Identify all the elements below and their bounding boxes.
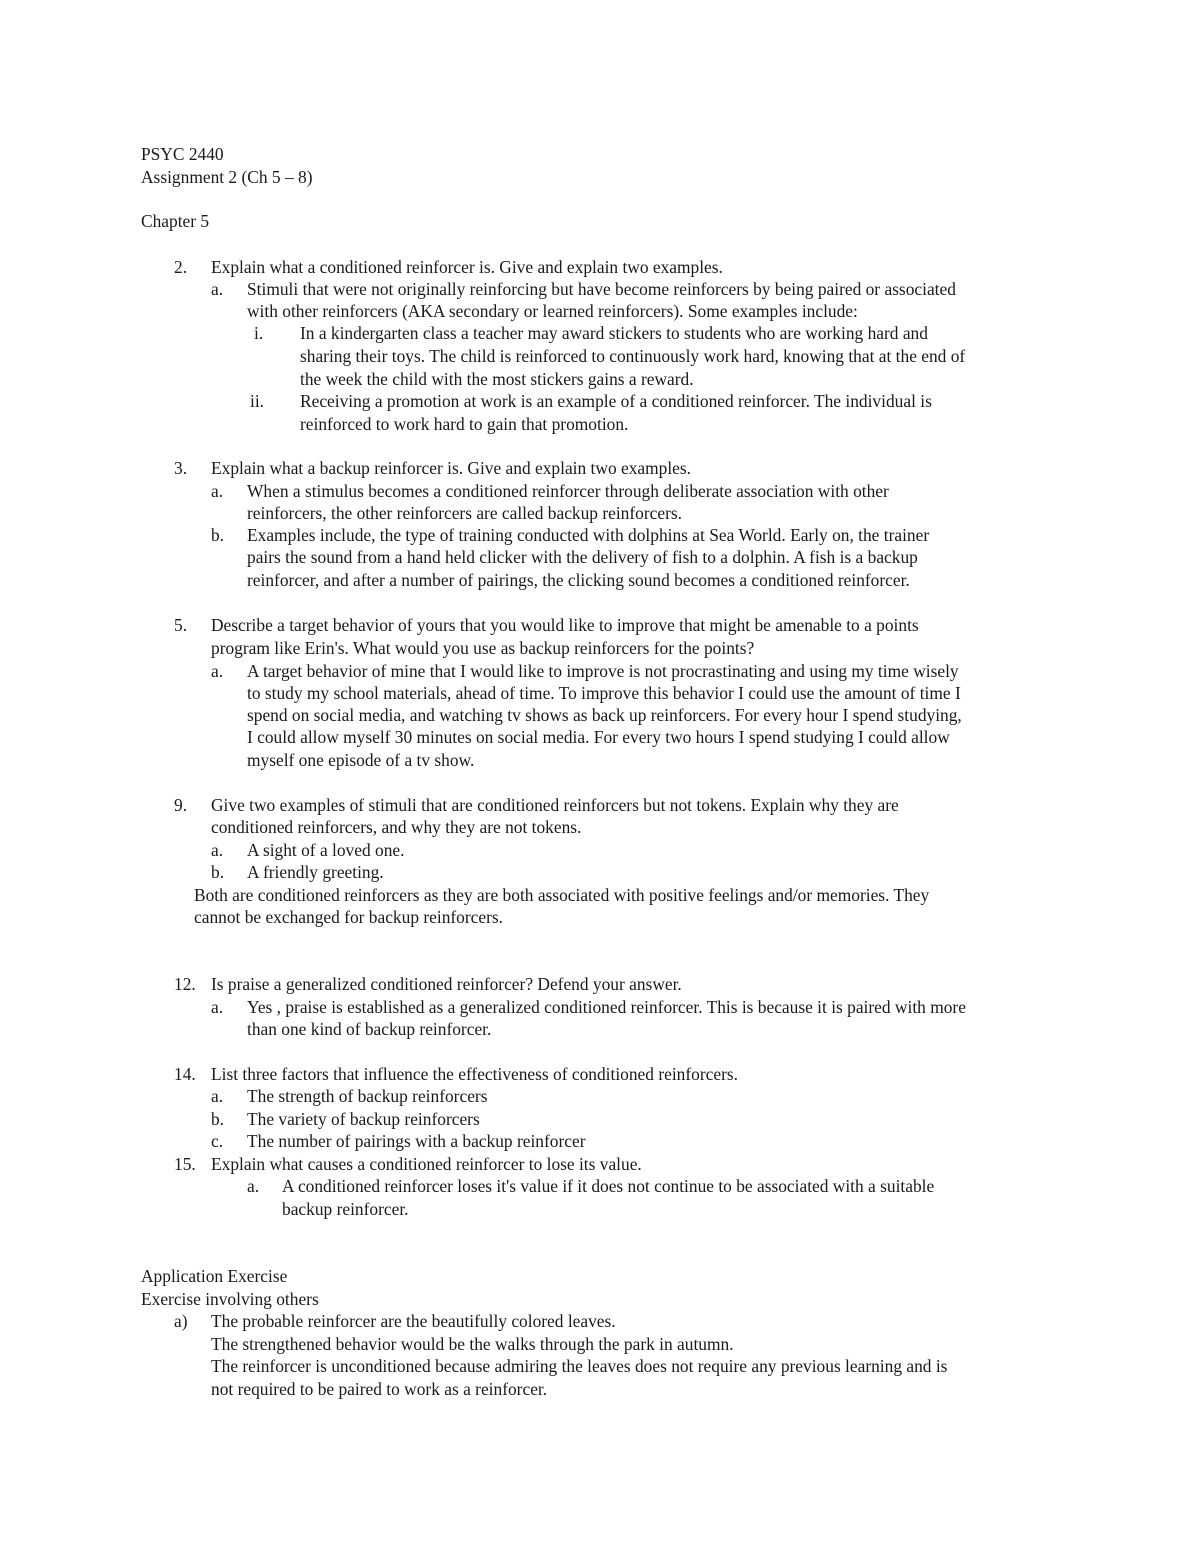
answer-line: Yes , praise is established as a generalized conditioned reinforcer. This is because it is paired with more	[247, 997, 966, 1017]
example-marker: ii.	[250, 391, 265, 411]
answer-marker: a.	[211, 279, 224, 299]
answer-line: A target behavior of mine that I would like to improve is not procrastinating and using my time wisely	[247, 661, 959, 681]
answer-line: not required to be paired to work as a reinforcer.	[211, 1379, 548, 1399]
answer-marker: a.	[211, 997, 224, 1017]
answer-line: Examples include, the type of training conducted with dolphins at Sea World. Early on, the trainer	[247, 525, 930, 545]
answer-line: reinforcers, the other reinforcers are called backup reinforcers.	[247, 503, 683, 523]
answer-line: A friendly greeting.	[247, 862, 384, 882]
question-text: conditioned reinforcers, and why they are not tokens.	[211, 817, 582, 837]
question-text: Is praise a generalized conditioned reinforcer? Defend your answer.	[211, 974, 682, 994]
section-heading: Application Exercise	[141, 1266, 288, 1286]
question-text: program like Erin's. What would you use as backup reinforcers for the points?	[211, 638, 755, 658]
example-line: Receiving a promotion at work is an example of a conditioned reinforcer. The individual is	[300, 391, 932, 411]
answer-marker: a.	[211, 1086, 224, 1106]
question-number: 2.	[174, 257, 188, 277]
section-subheading: Exercise involving others	[141, 1289, 319, 1309]
answer-line: The strength of backup reinforcers	[247, 1086, 488, 1106]
answer-marker: a.	[211, 481, 224, 501]
answer-line: The number of pairings with a backup reinforcer	[247, 1131, 586, 1151]
answer-line: The probable reinforcer are the beautifully colored leaves.	[211, 1311, 616, 1331]
example-line: In a kindergarten class a teacher may award stickers to students who are working hard and	[300, 323, 928, 343]
answer-marker: b.	[211, 862, 225, 882]
question-text: Explain what a backup reinforcer is. Give and explain two examples.	[211, 458, 692, 478]
answer-line: The reinforcer is unconditioned because admiring the leaves does not require any previous learning and is	[211, 1356, 948, 1376]
answer-marker: a.	[211, 840, 224, 860]
example-line: sharing their toys. The child is reinforced to continuously work hard, knowing that at the end of	[300, 346, 966, 366]
answer-line: Stimuli that were not originally reinforcing but have become reinforcers by being paired or associated	[247, 279, 956, 299]
answer-marker: b.	[211, 1109, 225, 1129]
answer-line: myself one episode of a tv show.	[247, 750, 475, 770]
explanation-line: Both are conditioned reinforcers as they are both associated with positive feelings and/or memories. They	[194, 885, 930, 905]
answer-line: than one kind of backup reinforcer.	[247, 1019, 492, 1039]
answer-marker: a.	[247, 1176, 260, 1196]
example-line: the week the child with the most stickers gains a reward.	[300, 369, 694, 389]
answer-line: I could allow myself 30 minutes on social media. For every two hours I spend studying I could allow	[247, 727, 950, 747]
course-code: PSYC 2440	[141, 144, 224, 164]
answer-line: with other reinforcers (AKA secondary or learned reinforcers). Some examples include:	[247, 301, 858, 321]
question-number: 14.	[174, 1064, 196, 1084]
answer-marker: c.	[211, 1131, 224, 1151]
chapter-heading: Chapter 5	[141, 211, 210, 231]
example-marker: i.	[254, 323, 264, 343]
answer-line: The strengthened behavior would be the walks through the park in autumn.	[211, 1334, 734, 1354]
answer-marker: a)	[174, 1311, 188, 1331]
answer-line: reinforcer, and after a number of pairings, the clicking sound becomes a conditioned reinforcer.	[247, 570, 910, 590]
answer-line: The variety of backup reinforcers	[247, 1109, 480, 1129]
question-text: Explain what causes a conditioned reinforcer to lose its value.	[211, 1154, 642, 1174]
explanation-line: cannot be exchanged for backup reinforcers.	[194, 907, 504, 927]
question-number: 12.	[174, 974, 196, 994]
answer-line: to study my school materials, ahead of time. To improve this behavior I could use the amount of time I	[247, 683, 961, 703]
answer-marker: a.	[211, 661, 224, 681]
answer-line: A sight of a loved one.	[247, 840, 405, 860]
question-number: 3.	[174, 458, 188, 478]
answer-line: pairs the sound from a hand held clicker with the delivery of fish to a dolphin. A fish is a backup	[247, 547, 918, 567]
answer-line: backup reinforcer.	[282, 1199, 409, 1219]
question-text: Describe a target behavior of yours that you would like to improve that might be amenable to a points	[211, 615, 919, 635]
assignment-title: Assignment 2 (Ch 5 – 8)	[141, 167, 313, 187]
question-text: Give two examples of stimuli that are conditioned reinforcers but not tokens. Explain why they are	[211, 795, 899, 815]
question-number: 5.	[174, 615, 188, 635]
answer-line: A conditioned reinforcer loses it's value if it does not continue to be associated with a suitable	[282, 1176, 935, 1196]
answer-marker: b.	[211, 525, 225, 545]
question-text: List three factors that influence the effectiveness of conditioned reinforcers.	[211, 1064, 738, 1084]
answer-line: spend on social media, and watching tv shows as back up reinforcers. For every hour I spend studying,	[247, 705, 962, 725]
example-line: reinforced to work hard to gain that promotion.	[300, 414, 629, 434]
question-text: Explain what a conditioned reinforcer is. Give and explain two examples.	[211, 257, 723, 277]
question-number: 15.	[174, 1154, 196, 1174]
question-number: 9.	[174, 795, 188, 815]
answer-line: When a stimulus becomes a conditioned reinforcer through deliberate association with other	[247, 481, 889, 501]
